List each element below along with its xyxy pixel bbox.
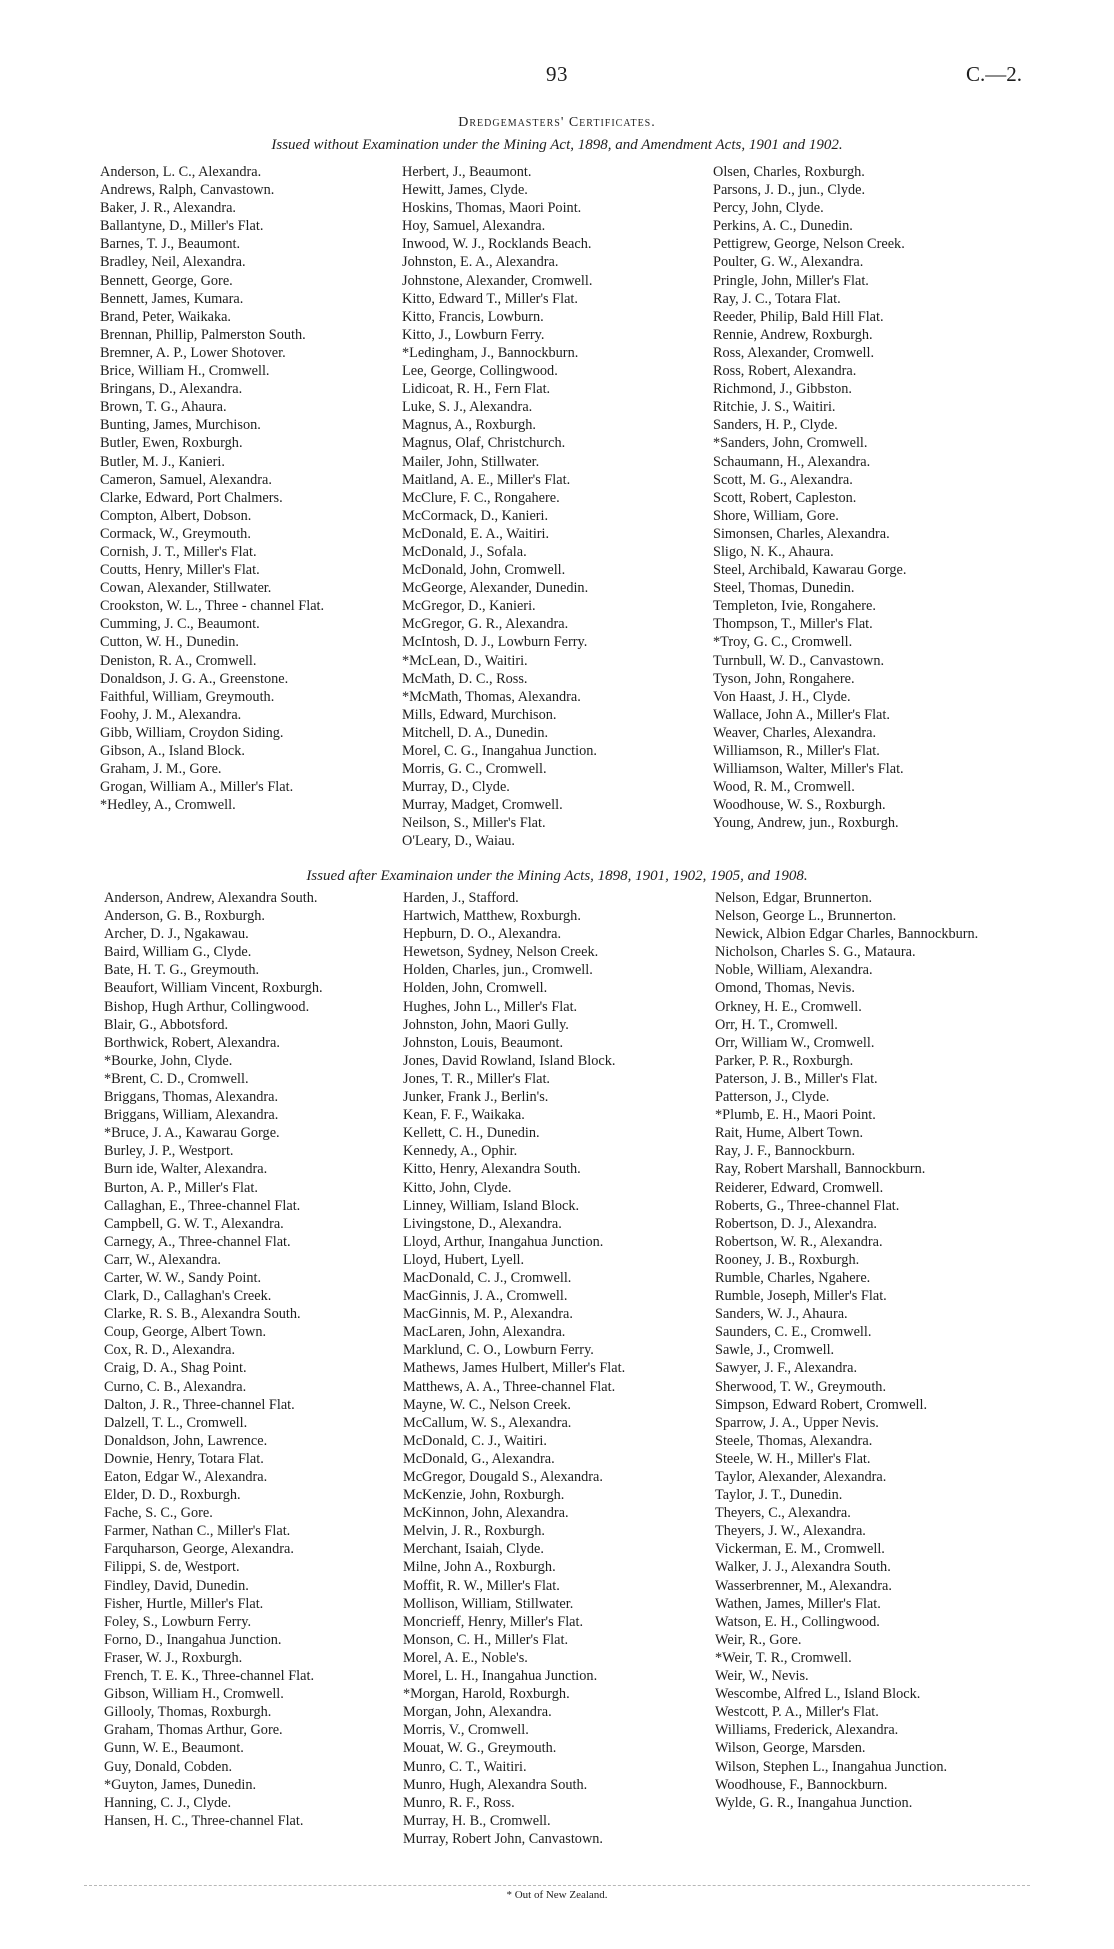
certificate-holder-entry: Ray, Robert Marshall, Bannockburn. xyxy=(715,1161,926,1178)
certificate-holder-entry: Gunn, W. E., Beaumont. xyxy=(104,1740,244,1757)
names-column xyxy=(104,889,386,1830)
certificate-holder-entry: Holden, John, Cromwell. xyxy=(403,980,548,997)
certificate-holder-entry: *Bourke, John, Clyde. xyxy=(104,1052,233,1069)
certificate-holder-entry: Woodhouse, F., Bannockburn. xyxy=(715,1776,888,1793)
certificate-holder-entry: Sparrow, J. A., Upper Nevis. xyxy=(715,1414,879,1431)
certificate-holder-entry: Hartwich, Matthew, Roxburgh. xyxy=(403,908,581,925)
certificate-holder-entry: Walker, J. J., Alexandra South. xyxy=(715,1559,891,1576)
certificate-holder-entry: Farmer, Nathan C., Miller's Flat. xyxy=(104,1523,291,1540)
certificate-holder-entry: Herbert, J., Beaumont. xyxy=(402,164,532,180)
certificate-holder-entry: Guy, Donald, Cobden. xyxy=(104,1758,233,1775)
certificate-holder-entry: *Morgan, Harold, Roxburgh. xyxy=(403,1686,570,1703)
certificate-holder-entry: Johnstone, Alexander, Cromwell. xyxy=(402,272,593,289)
certificate-holder-entry: Pringle, John, Miller's Flat. xyxy=(713,272,869,289)
subtitle-without-examination: Issued without Examination under the Mining Act, 1898, and Amendment Acts, 1901 and 1902. xyxy=(271,137,843,153)
certificate-holder-entry: Cameron, Samuel, Alexandra. xyxy=(100,471,272,488)
certificate-holder-entry: Graham, Thomas Arthur, Gore. xyxy=(104,1722,283,1739)
certificate-holder-entry: Barnes, T. J., Beaumont. xyxy=(100,236,241,253)
certificate-holder-entry: Taylor, J. T., Dunedin. xyxy=(715,1487,843,1504)
page-number: 93 xyxy=(546,62,568,86)
certificate-holder-entry: Inwood, W. J., Rocklands Beach. xyxy=(402,236,592,253)
certificate-holder-entry: McKenzie, John, Roxburgh. xyxy=(403,1487,565,1504)
certificate-holder-entry: Baird, William G., Clyde. xyxy=(104,944,252,961)
certificate-holder-entry: Filippi, S. de, Westport. xyxy=(104,1559,240,1576)
certificate-holder-entry: Watson, E. H., Collingwood. xyxy=(715,1613,880,1630)
certificate-holder-entry: Foley, S., Lowburn Ferry. xyxy=(104,1613,252,1630)
certificate-holder-entry: Lloyd, Hubert, Lyell. xyxy=(403,1251,525,1268)
certificate-holder-entry: McCormack, D., Kanieri. xyxy=(402,507,549,524)
certificate-holder-entry: Donaldson, J. G. A., Greenstone. xyxy=(100,670,289,687)
certificate-holder-entry: Johnston, John, Maori Gully. xyxy=(403,1016,569,1033)
certificate-holder-entry: MacDonald, C. J., Cromwell. xyxy=(403,1269,572,1286)
certificate-holder-entry: Kellett, C. H., Dunedin. xyxy=(403,1125,540,1142)
certificate-holder-entry: Orr, H. T., Cromwell. xyxy=(715,1016,838,1033)
certificate-holder-entry: Hanning, C. J., Clyde. xyxy=(104,1794,232,1811)
certificate-holder-entry: Simpson, Edward Robert, Cromwell. xyxy=(715,1396,928,1413)
certificate-holder-entry: Nelson, George L., Brunnerton. xyxy=(715,908,897,925)
certificate-holder-entry: Hepburn, D. O., Alexandra. xyxy=(403,926,562,943)
certificate-holder-entry: Rooney, J. B., Roxburgh. xyxy=(715,1251,860,1268)
certificate-holder-entry: Baker, J. R., Alexandra. xyxy=(100,200,237,217)
certificate-holder-entry: Moncrieff, Henry, Miller's Flat. xyxy=(403,1613,584,1630)
certificate-holder-entry: Craig, D. A., Shag Point. xyxy=(104,1360,247,1377)
certificate-holder-entry: Brice, William H., Cromwell. xyxy=(100,363,270,380)
certificate-holder-entry: Kennedy, A., Ophir. xyxy=(403,1143,518,1160)
certificate-holder-entry: Fraser, W. J., Roxburgh. xyxy=(104,1649,243,1666)
certificate-holder-entry: Mollison, William, Stillwater. xyxy=(403,1595,574,1612)
names-column xyxy=(715,889,1045,1812)
certificate-holder-entry: Morgan, John, Alexandra. xyxy=(403,1704,552,1721)
certificate-holder-entry: Kitto, John, Clyde. xyxy=(403,1179,512,1196)
certificate-holder-entry: Magnus, A., Roxburgh. xyxy=(402,417,536,434)
certificate-holder-entry: Deniston, R. A., Cromwell. xyxy=(100,652,257,669)
certificate-holder-entry: McKinnon, John, Alexandra. xyxy=(403,1505,569,1522)
certificate-holder-entry: Andrews, Ralph, Canvastown. xyxy=(100,182,275,199)
certificate-holder-entry: Fisher, Hurtle, Miller's Flat. xyxy=(104,1595,264,1612)
subtitle-after-examination: Issued after Examinaion under the Mining Acts, 1898, 1901, 1902, 1905, and 1908. xyxy=(306,868,808,884)
certificate-holder-entry: Hewitt, James, Clyde. xyxy=(402,182,528,199)
certificate-holder-entry: Eaton, Edgar W., Alexandra. xyxy=(104,1469,268,1485)
certificate-holder-entry: Callaghan, E., Three-channel Flat. xyxy=(104,1197,301,1214)
certificate-holder-entry: Sanders, H. P., Clyde. xyxy=(713,417,838,434)
certificate-holder-entry: Wescombe, Alfred L., Island Block. xyxy=(715,1686,921,1703)
certificate-holder-entry: Bremner, A. P., Lower Shotover. xyxy=(100,344,286,361)
certificate-holder-entry: Rennie, Andrew, Roxburgh. xyxy=(713,326,873,343)
certificate-holder-entry: MacGinnis, J. A., Cromwell. xyxy=(403,1288,568,1305)
certificate-holder-entry: Johnston, Louis, Beaumont. xyxy=(403,1034,564,1051)
certificate-holder-entry: Rait, Hume, Albert Town. xyxy=(715,1125,864,1142)
certificate-holder-entry: Wood, R. M., Cromwell. xyxy=(713,779,855,796)
certificate-holder-entry: Wallace, John A., Miller's Flat. xyxy=(713,706,890,723)
certificate-holder-entry: Ray, J. C., Totara Flat. xyxy=(713,290,841,307)
certificate-holder-entry: Tyson, John, Rongahere. xyxy=(713,670,855,687)
certificate-holder-entry: Dalton, J. R., Three-channel Flat. xyxy=(104,1396,295,1413)
certificate-holder-entry: Lidicoat, R. H., Fern Flat. xyxy=(402,381,551,398)
certificate-holder-entry: Merchant, Isaiah, Clyde. xyxy=(403,1541,544,1558)
certificate-holder-entry: Crookston, W. L., Three - channel Flat. xyxy=(100,598,325,615)
certificate-holder-entry: Richmond, J., Gibbston. xyxy=(713,381,853,398)
certificate-holder-entry: McGregor, Dougald S., Alexandra. xyxy=(403,1469,603,1485)
certificate-holder-entry: *Plumb, E. H., Maori Point. xyxy=(715,1107,876,1124)
certificate-holder-entry: Scott, M. G., Alexandra. xyxy=(713,471,853,488)
certificate-holder-entry: Hoskins, Thomas, Maori Point. xyxy=(402,200,582,217)
certificate-holder-entry: Kean, F. F., Waikaka. xyxy=(403,1107,525,1124)
certificate-holder-entry: Turnbull, W. D., Canvastown. xyxy=(713,652,885,669)
certificate-holder-entry: Morel, A. E., Noble's. xyxy=(403,1649,528,1666)
certificate-holder-entry: Westcott, P. A., Miller's Flat. xyxy=(715,1704,879,1721)
certificate-holder-entry: Schaumann, H., Alexandra. xyxy=(713,453,871,470)
certificate-holder-entry: Weir, R., Gore. xyxy=(715,1631,802,1648)
certificate-holder-entry: Wasserbrenner, M., Alexandra. xyxy=(715,1577,892,1594)
certificate-holder-entry: Elder, D. D., Roxburgh. xyxy=(104,1487,241,1504)
certificate-holder-entry: Sawyer, J. F., Alexandra. xyxy=(715,1360,858,1377)
certificate-holder-entry: Sanders, W. J., Ahaura. xyxy=(715,1306,848,1323)
certificate-holder-entry: *McMath, Thomas, Alexandra. xyxy=(402,688,581,705)
certificate-holder-entry: McGeorge, Alexander, Dunedin. xyxy=(402,580,589,597)
certificate-holder-entry: Linney, William, Island Block. xyxy=(403,1197,580,1214)
certificate-holder-entry: Carr, W., Alexandra. xyxy=(104,1251,221,1268)
certificate-holder-entry: Cowan, Alexander, Stillwater. xyxy=(100,580,272,597)
certificate-holder-entry: Burton, A. P., Miller's Flat. xyxy=(104,1179,258,1196)
certificate-holder-entry: Brand, Peter, Waikaka. xyxy=(100,308,232,325)
certificate-holder-entry: Ross, Robert, Alexandra. xyxy=(713,363,857,380)
certificate-holder-entry: Morris, G. C., Cromwell. xyxy=(402,761,547,778)
certificate-holder-entry: McDonald, G., Alexandra. xyxy=(403,1450,555,1467)
names-column xyxy=(100,163,386,814)
certificate-holder-entry: Murray, Madget, Cromwell. xyxy=(402,797,563,814)
certificate-holder-entry: Munro, R. F., Ross. xyxy=(403,1794,515,1811)
certificate-holder-entry: Kitto, Francis, Lowburn. xyxy=(402,308,544,325)
footnote: * Out of New Zealand. xyxy=(506,1889,608,1901)
certificate-holder-entry: Holden, Charles, jun., Cromwell. xyxy=(403,962,593,979)
footnote-divider xyxy=(84,1885,1030,1886)
certificate-holder-entry: Von Haast, J. H., Clyde. xyxy=(713,688,851,705)
certificate-holder-entry: Compton, Albert, Dobson. xyxy=(100,507,252,524)
certificate-holder-entry: Steele, Thomas, Alexandra. xyxy=(715,1432,873,1449)
certificate-holder-entry: Clarke, R. S. B., Alexandra South. xyxy=(104,1306,301,1323)
certificate-holder-entry: McIntosh, D. J., Lowburn Ferry. xyxy=(402,634,588,651)
certificate-holder-entry: *McLean, D., Waitiri. xyxy=(402,652,528,669)
certificate-holder-entry: Murray, Robert John, Canvastown. xyxy=(403,1830,603,1847)
certificate-holder-entry: Munro, C. T., Waitiri. xyxy=(403,1758,527,1775)
certificate-holder-entry: Blair, G., Abbotsford. xyxy=(104,1016,229,1033)
certificate-holder-entry: Taylor, Alexander, Alexandra. xyxy=(715,1469,887,1485)
certificate-holder-entry: Hoy, Samuel, Alexandra. xyxy=(402,218,546,235)
certificate-holder-entry: Noble, William, Alexandra. xyxy=(715,962,873,979)
certificate-holder-entry: Pettigrew, George, Nelson Creek. xyxy=(713,236,905,253)
certificate-holder-entry: Robertson, D. J., Alexandra. xyxy=(715,1215,878,1232)
certificate-holder-entry: Steel, Thomas, Dunedin. xyxy=(713,580,855,597)
certificate-holder-entry: Mailer, John, Stillwater. xyxy=(402,453,540,470)
certificate-holder-entry: Ray, J. F., Bannockburn. xyxy=(715,1143,856,1160)
certificate-holder-entry: Maitland, A. E., Miller's Flat. xyxy=(402,471,571,488)
certificate-holder-entry: Roberts, G., Three-channel Flat. xyxy=(715,1197,900,1214)
certificate-holder-entry: *Guyton, James, Dunedin. xyxy=(104,1776,257,1793)
certificate-holder-entry: Mitchell, D. A., Dunedin. xyxy=(402,724,549,741)
certificate-holder-entry: Neilson, S., Miller's Flat. xyxy=(402,815,546,832)
certificate-holder-entry: *Ledingham, J., Bannockburn. xyxy=(402,344,579,361)
certificate-holder-entry: Robertson, W. R., Alexandra. xyxy=(715,1233,883,1250)
certificate-holder-entry: Marklund, C. O., Lowburn Ferry. xyxy=(403,1342,594,1359)
certificate-holder-entry: Farquharson, George, Alexandra. xyxy=(104,1541,294,1558)
certificate-holder-entry: Magnus, Olaf, Christchurch. xyxy=(402,435,566,452)
certificate-holder-entry: Percy, John, Clyde. xyxy=(713,200,824,217)
certificate-holder-entry: Mayne, W. C., Nelson Creek. xyxy=(403,1396,571,1413)
certificate-holder-entry: *Hedley, A., Cromwell. xyxy=(100,797,236,814)
certificate-holder-entry: Clark, D., Callaghan's Creek. xyxy=(104,1288,272,1305)
certificate-holder-entry: Templeton, Ivie, Rongahere. xyxy=(713,598,876,615)
certificate-holder-entry: Kitto, J., Lowburn Ferry. xyxy=(402,326,545,343)
certificate-holder-entry: Carnegy, A., Three-channel Flat. xyxy=(104,1233,291,1250)
certificate-holder-entry: Morris, V., Cromwell. xyxy=(403,1722,529,1739)
certificate-holder-entry: Jones, David Rowland, Island Block. xyxy=(403,1052,616,1069)
certificate-holder-entry: Hughes, John L., Miller's Flat. xyxy=(403,998,578,1015)
certificate-holder-entry: MacLaren, John, Alexandra. xyxy=(403,1324,566,1341)
certificate-holder-entry: Parsons, J. D., jun., Clyde. xyxy=(713,182,866,199)
document-reference: C.—2. xyxy=(965,62,1022,86)
certificate-holder-entry: Archer, D. J., Ngakawau. xyxy=(104,926,249,943)
certificate-holder-entry: Faithful, William, Greymouth. xyxy=(100,688,275,705)
certificate-holder-entry: Brown, T. G., Ahaura. xyxy=(100,399,227,416)
certificate-holder-entry: Milne, John A., Roxburgh. xyxy=(403,1559,556,1576)
certificate-holder-entry: Morel, L. H., Inangahua Junction. xyxy=(403,1668,598,1685)
certificate-holder-entry: Anderson, Andrew, Alexandra South. xyxy=(104,890,318,906)
certificate-holder-entry: Cormack, W., Greymouth. xyxy=(100,525,251,542)
section-title: Dredgemasters' Certificates. xyxy=(458,115,656,130)
certificate-holder-entry: Cornish, J. T., Miller's Flat. xyxy=(100,543,257,560)
certificate-holder-entry: McDonald, E. A., Waitiri. xyxy=(402,525,550,542)
certificate-holder-entry: Theyers, J. W., Alexandra. xyxy=(715,1523,866,1540)
certificate-holder-entry: Patterson, J., Clyde. xyxy=(715,1089,830,1106)
certificate-holder-entry: Steele, W. H., Miller's Flat. xyxy=(715,1450,871,1467)
certificate-holder-entry: Johnston, E. A., Alexandra. xyxy=(402,254,559,271)
certificate-holder-entry: Gibson, A., Island Block. xyxy=(100,743,245,759)
certificate-holder-entry: Steel, Archibald, Kawarau Gorge. xyxy=(713,562,907,579)
certificate-holder-entry: Parker, P. R., Roxburgh. xyxy=(715,1052,854,1069)
certificate-holder-entry: Scott, Robert, Capleston. xyxy=(713,489,857,506)
certificate-holder-entry: Dalzell, T. L., Cromwell. xyxy=(104,1414,248,1431)
certificate-holder-entry: Wilson, George, Marsden. xyxy=(715,1740,866,1757)
certificate-holder-entry: Jones, T. R., Miller's Flat. xyxy=(403,1070,551,1087)
certificate-holder-entry: Williams, Frederick, Alexandra. xyxy=(715,1722,899,1739)
certificate-holder-entry: Sherwood, T. W., Greymouth. xyxy=(715,1378,887,1395)
certificate-holder-entry: Monson, C. H., Miller's Flat. xyxy=(403,1631,569,1648)
certificate-holder-entry: Murray, H. B., Cromwell. xyxy=(403,1812,551,1829)
certificate-holder-entry: Shore, William, Gore. xyxy=(713,507,839,524)
certificate-holder-entry: Rumble, Joseph, Miller's Flat. xyxy=(715,1288,887,1305)
certificate-holder-entry: Hewetson, Sydney, Nelson Creek. xyxy=(403,944,599,961)
certificate-holder-entry: Omond, Thomas, Nevis. xyxy=(715,980,855,997)
certificate-holder-entry: Melvin, J. R., Roxburgh. xyxy=(403,1523,545,1540)
certificate-holder-entry: MacGinnis, M. P., Alexandra. xyxy=(403,1306,573,1323)
certificate-holder-entry: Weaver, Charles, Alexandra. xyxy=(713,724,877,741)
certificate-holder-entry: Campbell, G. W. T., Alexandra. xyxy=(104,1215,284,1232)
certificate-holder-entry: Wilson, Stephen L., Inangahua Junction. xyxy=(715,1758,948,1775)
certificate-holder-entry: O'Leary, D., Waiau. xyxy=(402,833,515,850)
names-column xyxy=(713,163,1043,832)
certificate-holder-entry: Donaldson, John, Lawrence. xyxy=(104,1432,268,1449)
certificate-holder-entry: Newick, Albion Edgar Charles, Bannockburn. xyxy=(715,926,979,943)
certificate-holder-entry: Nicholson, Charles S. G., Mataura. xyxy=(715,944,916,961)
certificate-holder-entry: Bunting, James, Murchison. xyxy=(100,417,261,434)
certificate-holder-entry: Mouat, W. G., Greymouth. xyxy=(403,1740,557,1757)
certificate-holder-entry: Luke, S. J., Alexandra. xyxy=(402,399,533,416)
certificate-holder-entry: *Troy, G. C., Cromwell. xyxy=(713,634,853,651)
certificate-holder-entry: Butler, M. J., Kanieri. xyxy=(100,453,225,470)
certificate-holder-entry: Carter, W. W., Sandy Point. xyxy=(104,1269,262,1286)
certificate-holder-entry: Graham, J. M., Gore. xyxy=(100,761,222,778)
certificate-holder-entry: Downie, Henry, Totara Flat. xyxy=(104,1450,264,1467)
certificate-holder-entry: Murray, D., Clyde. xyxy=(402,779,510,796)
certificate-holder-entry: Foohy, J. M., Alexandra. xyxy=(100,706,242,723)
certificate-holder-entry: Findley, David, Dunedin. xyxy=(104,1577,249,1594)
certificate-holder-entry: McDonald, John, Cromwell. xyxy=(402,562,566,579)
certificate-holder-entry: Olsen, Charles, Roxburgh. xyxy=(713,164,865,180)
certificate-holder-entry: Thompson, T., Miller's Flat. xyxy=(713,616,873,633)
certificate-holder-entry: Gibb, William, Croydon Siding. xyxy=(100,724,284,741)
certificate-holder-entry: Grogan, William A., Miller's Flat. xyxy=(100,779,294,796)
certificate-holder-entry: Munro, Hugh, Alexandra South. xyxy=(403,1776,588,1793)
certificate-holder-entry: Vickerman, E. M., Cromwell. xyxy=(715,1541,885,1558)
certificate-holder-entry: Kitto, Henry, Alexandra South. xyxy=(403,1161,581,1178)
certificate-holder-entry: Nelson, Edgar, Brunnerton. xyxy=(715,890,873,906)
names-column xyxy=(402,163,692,851)
certificate-holder-entry: Gibson, William H., Cromwell. xyxy=(104,1686,284,1703)
certificate-holder-entry: Butler, Ewen, Roxburgh. xyxy=(100,435,243,452)
certificate-holder-entry: Anderson, G. B., Roxburgh. xyxy=(104,908,265,925)
certificate-holder-entry: Saunders, C. E., Cromwell. xyxy=(715,1324,872,1341)
certificate-holder-entry: Williamson, R., Miller's Flat. xyxy=(713,743,880,759)
certificate-holder-entry: Coup, George, Albert Town. xyxy=(104,1324,267,1341)
certificate-holder-entry: Fache, S. C., Gore. xyxy=(104,1505,213,1522)
certificate-holder-entry: Clarke, Edward, Port Chalmers. xyxy=(100,489,283,506)
certificate-holder-entry: Gillooly, Thomas, Roxburgh. xyxy=(104,1704,272,1721)
names-column xyxy=(403,889,695,1848)
certificate-holder-entry: Livingstone, D., Alexandra. xyxy=(403,1215,562,1232)
certificate-holder-entry: French, T. E. K., Three-channel Flat. xyxy=(104,1668,315,1685)
certificate-holder-entry: Ballantyne, D., Miller's Flat. xyxy=(100,218,264,235)
certificate-holder-entry: Beaufort, William Vincent, Roxburgh. xyxy=(104,980,323,997)
certificate-holder-entry: Anderson, L. C., Alexandra. xyxy=(100,164,262,180)
certificate-holder-entry: Curno, C. B., Alexandra. xyxy=(104,1378,247,1395)
certificate-holder-entry: Bradley, Neil, Alexandra. xyxy=(100,254,246,271)
certificate-holder-entry: Briggans, Thomas, Alexandra. xyxy=(104,1089,279,1106)
certificate-holder-entry: Sawle, J., Cromwell. xyxy=(715,1342,835,1359)
certificate-holder-entry: Kitto, Edward T., Miller's Flat. xyxy=(402,290,578,307)
certificate-holder-entry: Morel, C. G., Inangahua Junction. xyxy=(402,743,597,759)
certificate-holder-entry: *Bruce, J. A., Kawarau Gorge. xyxy=(104,1125,280,1142)
certificate-holder-entry: Wylde, G. R., Inangahua Junction. xyxy=(715,1794,913,1811)
certificate-holder-entry: Perkins, A. C., Dunedin. xyxy=(713,218,853,235)
certificate-holder-entry: Mathews, James Hulbert, Miller's Flat. xyxy=(403,1360,626,1377)
certificate-holder-entry: Bennett, James, Kumara. xyxy=(100,290,244,307)
certificate-holder-entry: Weir, W., Nevis. xyxy=(715,1668,809,1685)
certificate-holder-entry: Orkney, H. E., Cromwell. xyxy=(715,998,862,1015)
certificate-holder-entry: Orr, William W., Cromwell. xyxy=(715,1034,875,1051)
certificate-holder-entry: Bennett, George, Gore. xyxy=(100,272,233,289)
certificate-holder-entry: McClure, F. C., Rongahere. xyxy=(402,489,560,506)
certificate-holder-entry: Bishop, Hugh Arthur, Collingwood. xyxy=(104,998,310,1015)
certificate-holder-entry: Simonsen, Charles, Alexandra. xyxy=(713,525,890,542)
certificate-holder-entry: Poulter, G. W., Alexandra. xyxy=(713,254,864,271)
certificate-holder-entry: Burn ide, Walter, Alexandra. xyxy=(104,1161,268,1178)
certificate-holder-entry: McGregor, D., Kanieri. xyxy=(402,598,536,615)
certificate-holder-entry: McGregor, G. R., Alexandra. xyxy=(402,616,569,633)
certificate-holder-entry: Lee, George, Collingwood. xyxy=(402,363,558,380)
certificate-holder-entry: McMath, D. C., Ross. xyxy=(402,670,528,687)
certificate-holder-entry: Cumming, J. C., Beaumont. xyxy=(100,616,260,633)
certificate-holder-entry: Harden, J., Stafford. xyxy=(403,890,519,906)
certificate-holder-entry: Forno, D., Inangahua Junction. xyxy=(104,1631,282,1648)
certificate-holder-entry: Hansen, H. C., Three-channel Flat. xyxy=(104,1812,304,1829)
certificate-holder-entry: Bringans, D., Alexandra. xyxy=(100,381,243,398)
certificate-holder-entry: Brennan, Phillip, Palmerston South. xyxy=(100,326,306,343)
certificate-holder-entry: Bate, H. T. G., Greymouth. xyxy=(104,962,260,979)
certificate-holder-entry: Coutts, Henry, Miller's Flat. xyxy=(100,562,260,579)
certificate-holder-entry: McDonald, J., Sofala. xyxy=(402,543,527,560)
certificate-holder-entry: Moffit, R. W., Miller's Flat. xyxy=(403,1577,560,1594)
certificate-holder-entry: Sligo, N. K., Ahaura. xyxy=(713,543,834,560)
certificate-holder-entry: Borthwick, Robert, Alexandra. xyxy=(104,1034,280,1051)
certificate-holder-entry: Williamson, Walter, Miller's Flat. xyxy=(713,761,904,778)
certificate-holder-entry: Theyers, C., Alexandra. xyxy=(715,1505,851,1522)
certificate-holder-entry: Burley, J. P., Westport. xyxy=(104,1143,234,1160)
certificate-holder-entry: Rumble, Charles, Ngahere. xyxy=(715,1269,871,1286)
certificate-holder-entry: Reiderer, Edward, Cromwell. xyxy=(715,1179,884,1196)
certificate-holder-entry: Young, Andrew, jun., Roxburgh. xyxy=(713,815,899,832)
certificate-holder-entry: Woodhouse, W. S., Roxburgh. xyxy=(713,797,886,814)
certificate-holder-entry: Cutton, W. H., Dunedin. xyxy=(100,634,240,651)
certificate-holder-entry: Ritchie, J. S., Waitiri. xyxy=(713,399,836,416)
certificate-holder-entry: *Weir, T. R., Cromwell. xyxy=(715,1649,852,1666)
certificate-holder-entry: Cox, R. D., Alexandra. xyxy=(104,1342,236,1359)
certificate-holder-entry: Briggans, William, Alexandra. xyxy=(104,1107,279,1124)
certificate-holder-entry: *Sanders, John, Cromwell. xyxy=(713,435,868,452)
certificate-holder-entry: Reeder, Philip, Bald Hill Flat. xyxy=(713,308,884,325)
certificate-holder-entry: Lloyd, Arthur, Inangahua Junction. xyxy=(403,1233,604,1250)
certificate-holder-entry: *Brent, C. D., Cromwell. xyxy=(104,1070,249,1087)
certificate-holder-entry: Matthews, A. A., Three-channel Flat. xyxy=(403,1378,616,1395)
certificate-holder-entry: Paterson, J. B., Miller's Flat. xyxy=(715,1070,878,1087)
certificate-holder-entry: Junker, Frank J., Berlin's. xyxy=(403,1089,549,1106)
certificate-holder-entry: McDonald, C. J., Waitiri. xyxy=(403,1432,547,1449)
certificate-holder-entry: Ross, Alexander, Cromwell. xyxy=(713,344,875,361)
certificate-holder-entry: Wathen, James, Miller's Flat. xyxy=(715,1595,881,1612)
certificate-holder-entry: Mills, Edward, Murchison. xyxy=(402,706,557,723)
certificate-holder-entry: McCallum, W. S., Alexandra. xyxy=(403,1414,572,1431)
